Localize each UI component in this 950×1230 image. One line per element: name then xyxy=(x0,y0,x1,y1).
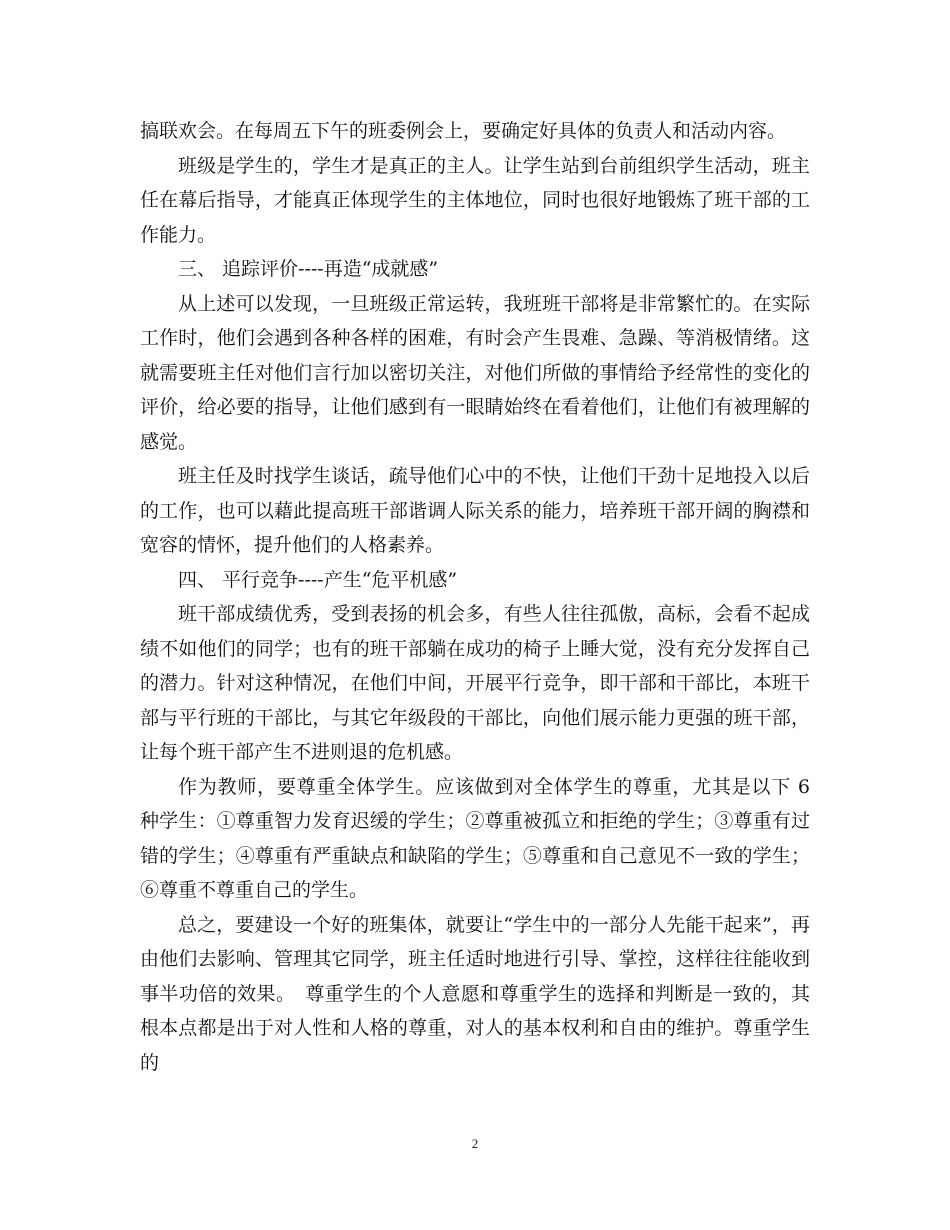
paragraph-class-belongs-to-students: 班级是学生的，学生才是真正的主人。让学生站到台前组织学生活动，班主任在幕后指导，才能真正体现学生的主体地位，同时也很好地锻炼了班干部的工作能力。 xyxy=(140,154,810,246)
paragraph-teacher-talks: 班主任及时找学生谈话，疏导他们心中的不快，让他们干劲十足地投入以后的工作，也可以藉此提高班干部谐调人际关系的能力，培养班干部开阔的胸襟和宽容的情怀，提升他们的人格素养。 xyxy=(140,465,810,556)
paragraph-continuation: 搞联欢会。在每周五下午的班委例会上，要确定好具体的负责人和活动内容。 xyxy=(140,120,787,142)
paragraph-class-running: 从上述可以发现，一旦班级正常运转，我班班干部将是非常繁忙的。在实际工作时，他们会遇到各种各样的困难，有时会产生畏难、急躁、等消极情绪。这就需要班主任对他们言行加以密切关注，对他们所做的事情给予经常性的变化的评价，给必要的指导，让他们感到有一眼睛始终在看着他们，让他们有被理解的感觉。 xyxy=(140,292,810,453)
paragraph-respect-all-students: 作为教师，要尊重全体学生。应该做到对全体学生的尊重，尤其是以下 6 种学生：①尊重智力发育迟缓的学生；②尊重被孤立和拒绝的学生；③尊重有过错的学生；④尊重有严重缺点和缺陷的学生；⑤尊重和自己意见不一致的学生；⑥尊重不尊重自己的学生。 xyxy=(140,775,810,901)
paragraph-class-cadre-performance: 班干部成绩优秀，受到表扬的机会多，有些人往往孤傲，高标，会看不起成绩不如他们的同学；也有的班干部躺在成功的椅子上睡大觉，没有充分发挥自己的潜力。针对这种情况，在他们中间，开展平行竞争，即干部和干部比，本班干部与平行班的干部比，与其它年级段的干部比，向他们展示能力更强的班干部，让每个班干部产生不进则退的危机感。 xyxy=(140,603,810,763)
section-heading-tracking-evaluation: 三、 追踪评价----再造“成就感” xyxy=(178,258,439,280)
paragraph-conclusion: 总之，要建设一个好的班集体，就要让“学生中的一部分人先能干起来”，再由他们去影响、管理其它同学，班主任适时地进行引导、掌控，这样往往能收到事半功倍的效果。 尊重学生的个人意愿和尊重学生的选择和判断是一致的，其根本点都是出于对人性和人格的尊重，对人的基本权利和自由的维护。尊重学生的 xyxy=(140,913,810,1074)
page-number: 2 xyxy=(471,1136,479,1151)
document-body xyxy=(140,114,810,1080)
section-heading-parallel-competition: 四、 平行竞争----产生“危平机感” xyxy=(178,568,458,591)
